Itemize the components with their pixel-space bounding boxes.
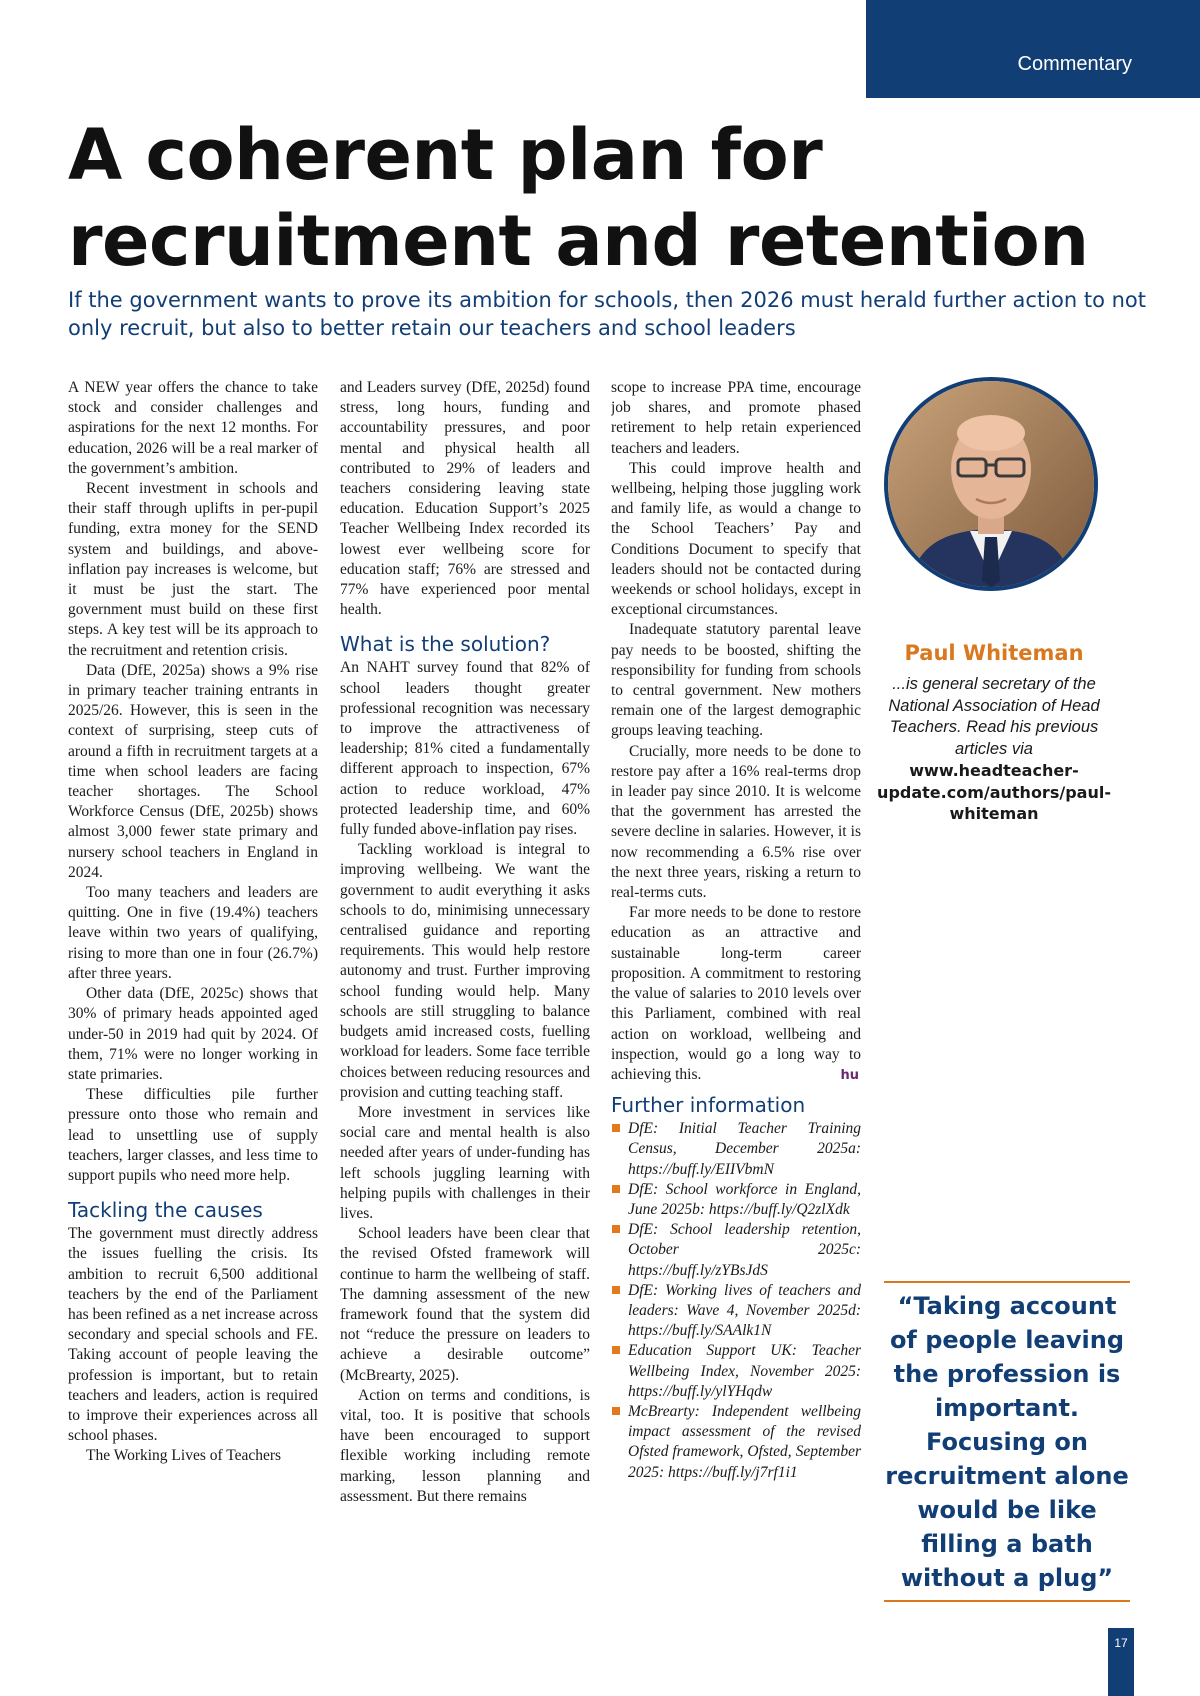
headline-line-1: A coherent plan for [68,114,823,196]
author-bio [872,674,1116,825]
author-portrait-illustration [888,381,1094,587]
author-name: Paul Whiteman [904,641,1084,665]
standfirst: If the government wants to prove its ambition for schools, then 2026 must herald further action to not only recruit, but also to better retain our teachers and school leaders [68,288,1147,340]
pull-quote-text: “Taking account of people leaving the profession is important. Focusing on recruitment alone would be like filling a bath without a plug” [885,1291,1129,1592]
article-column-3 [611,378,861,1618]
section-label [866,0,1200,98]
paragraph: School leaders have been clear that the revised Ofsted framework will continue to harm the wellbeing of staff. The damning assessment of the new framework found that the system did not “reduce the pressure on leaders to achieve a desirable outcome” (McBrearty, 2025). [340,1225,590,1384]
paragraph: Data (DfE, 2025a) shows a 9% rise in primary teacher training entrants in 2025/26. However, this is seen in the context of surprising, steep cuts of around a fifth in recruitment targets at a time when school leaders are facing teacher shortages. The School Workforce Census (DfE, 2025b) shows almost 3,000 fewer state primary and nursery school teachers in England in 2024. [68,661,318,881]
article-column-1 [68,378,318,1618]
paragraph: This could improve health and wellbeing, helping those juggling work and family life, as would a change to the School Teachers’ Pay and Conditions Document to specify that leaders should not be contacted during weekends or school holidays, except in exceptional circumstances. [611,459,861,619]
author-articles-link[interactable]: www.headteacher-update.com/authors/paul-whiteman [877,761,1111,823]
paragraph: These difficulties pile further pressure onto those who remain and lead to unsettling use of supply teachers, larger classes, and less time to support pupils who need more help. [68,1086,318,1184]
author-portrait [884,377,1098,591]
reference-item: DfE: Initial Teacher Training Census, December 2025a: https://buff.ly/EIIVbmN [611,1119,861,1180]
paragraph: Inadequate statutory parental leave pay needs to be boosted, shifting the responsibility for funding from schools to central government. New mothers remain one of the largest demographic groups leaving teaching. [611,621,861,740]
paragraph: Crucially, more needs to be done to restore pay after a 16% real-terms drop in leader pay since 2010. It is welcome that the government has arrested the severe decline in salaries. However, it is now recommending a 6.5% rise over the next three years, risking a return to real-terms cuts. [611,742,861,902]
headline-line-2: recruitment and retention [68,200,1089,282]
reference-item: DfE: Working lives of teachers and leaders: Wave 4, November 2025d: https://buff.ly/SAAlk1N [611,1281,861,1342]
paragraph: The Working Lives of Teachers [86,1447,282,1465]
paragraph: Tackling workload is integral to improving wellbeing. We want the government to audit everything it asks schools to do, minimising unnecessary centralised guidance and reporting requirements. This would help restore autonomy and trust. Further improving school funding would help. Many schools are still struggling to balance budgets amid increased costs, fuelling workload for leaders. Some face terrible choices between reducing resources and provision and cutting teaching staff. [340,841,590,1101]
paragraph: Recent investment in schools and their staff through uplifts in per-pupil funding, extra money for the SEND system and buildings, and above-inflation pay increases is welcome, but it must be just the start. The government must build on these first steps. A key test will be its approach to the recruitment and retention crisis. [68,480,318,659]
paragraph: Too many teachers and leaders are quitting. One in five (19.4%) teachers leave within two years of qualifying, rising to more than one in four (26.7%) after three years. [68,884,318,982]
end-mark-logo: hu [840,1068,859,1084]
reference-item: McBrearty: Independent wellbeing impact assessment of the revised Ofsted framework, Ofsted, September 2025: https://buff.ly/j7rf1i1 [611,1402,861,1483]
paragraph: More investment in services like social care and mental health is also needed after years of under-funding has left schools juggling learning with helping pupils with challenges in their lives. [340,1103,590,1222]
reference-item: Education Support UK: Teacher Wellbeing Index, November 2025: https://buff.ly/ylYHqdw [611,1341,861,1402]
subheading-what-is-the-solution: What is the solution? [340,632,551,657]
reference-list [611,1119,861,1483]
paragraph: An NAHT survey found that 82% of school leaders thought greater professional recognition was necessary to improve the attractiveness of leadership; 81% cited a fundamentally different approach to inspection, 67% action to reduce workload, 47% protected leadership time, and 60% fully funded above-inflation pay rises. [340,659,590,839]
page-number: 17 [1108,1628,1134,1696]
paragraph: A NEW year offers the chance to take stock and consider challenges and aspirations for the next 12 months. For education, 2026 will be a real marker of the government’s ambition. [68,379,318,477]
paragraph: Action on terms and conditions, is vital, too. It is positive that schools have been encouraged to support flexible working including remote marking, lesson planning and assessment. But there remains [340,1386,590,1505]
subheading-further-information: Further information [611,1093,806,1118]
article-headline [68,112,1148,284]
subheading-tackling-the-causes: Tackling the causes [68,1198,263,1223]
paragraph: Other data (DfE, 2025c) shows that 30% of primary heads appointed aged under-50 in 2019 had quit by 2024. Of them, 71% were no longer working in state primaries. [68,985,318,1083]
section-label-text: Commentary [1017,53,1132,75]
author-bio-text: ...is general secretary of the National Association of Head Teachers. Read his previous articles via [888,675,1100,758]
reference-item: DfE: School workforce in England, June 2025b: https://buff.ly/Q2zlXdk [611,1180,861,1220]
paragraph: scope to increase PPA time, encourage job shares, and promote phased retirement to help retain experienced teachers and leaders. [611,379,861,457]
pull-quote [884,1281,1130,1602]
paragraph: and Leaders survey (DfE, 2025d) found stress, long hours, funding and accountability pressures, and poor mental and physical health all contributed to 29% of leaders and teachers considering leaving state education. Education Support’s 2025 Teacher Wellbeing Index recorded its lowest ever wellbeing score for education staff; 76% are stressed and 77% have experienced poor mental health. [340,379,590,619]
article-column-2 [340,378,590,1618]
reference-item: DfE: School leadership retention, October 2025c: https://buff.ly/zYBsJdS [611,1220,861,1281]
paragraph: The government must directly address the issues fuelling the crisis. Its ambition to recruit 6,500 additional teachers by the end of the Parliament has been refined as a net increase across secondary and special schools and FE. Taking account of people leaving the profession is important, but to retain teachers and leaders, action is required to improve their experiences across all school phases. [68,1225,318,1445]
paragraph: Far more needs to be done to restore education as an attractive and sustainable long-term career proposition. A commitment to restoring the value of salaries to 2010 levels over this Parliament, combined with real action on workload, wellbeing and inspection, would go a long way to achieving this. [611,904,861,1083]
